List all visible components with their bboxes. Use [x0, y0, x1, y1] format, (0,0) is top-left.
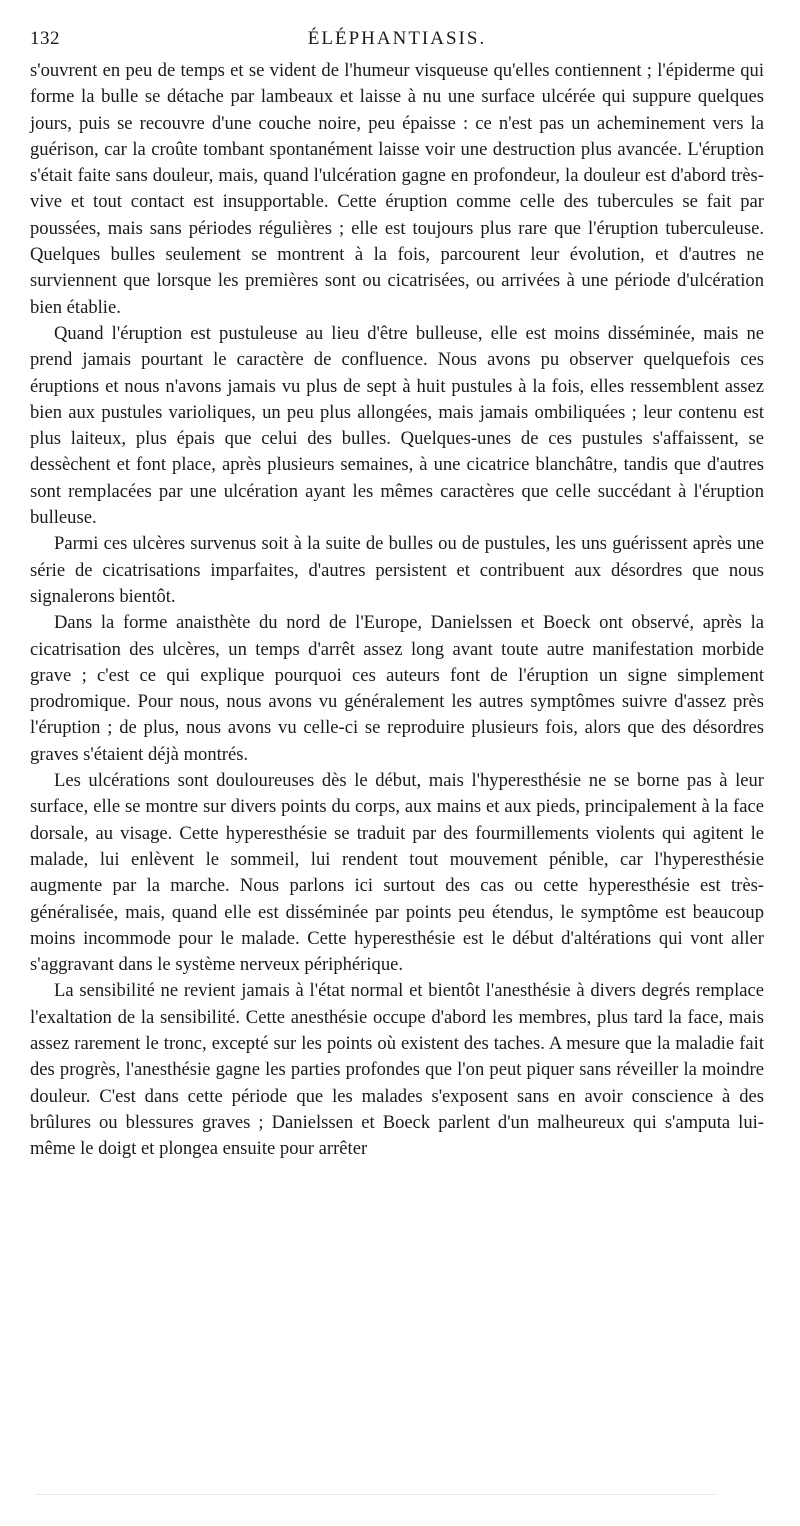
paragraph-hyperesthesia: Les ulcérations sont douloureuses dès le début, mais l'hyperesthésie ne se borne pas à leur surface, elle se montre sur divers points du corps, aux mains et aux pieds, principalement à la face dorsale, au visage. Cette hyperesthésie se traduit par des fourmillements violents qui agitent le malade, lui enlèvent le sommeil, lui rendent tout mouvement pénible, car l'hyperesthésie augmente par la marche. Nous parlons ici surtout des cas ou cette hyperesthésie est très-généralisée, mais, quand elle est disséminée par points peu étendus, le symptôme est beaucoup moins incommode pour le malade. Cette hyperesthésie est le début d'altérations qui vont aller s'aggravant dans le système nerveux périphérique. — [30, 770, 764, 976]
bleed-through-line — [36, 1494, 716, 1498]
paragraph-pustular-eruption: Quand l'éruption est pustuleuse au lieu d'être bulleuse, elle est moins disséminée, mais ne prend jamais pourtant le caractère de confluence. Nous avons pu observer quelquefois ces éruptions et nous n'avons jamais vu plus de sept à huit pustules à la fois, elles ressemblent assez bien aux pustules varioliques, un peu plus allongées, mais jamais ombiliquées ; leur contenu est plus laiteux, plus épais que celui des bulles. Quelques-unes de ces pustules s'affaissent, se dessèchent et font place, après plusieurs semaines, à une cicatrice blanchâtre, tandis que d'autres sont remplacées par une ulcération ayant les mêmes caractères que celle succédant à l'éruption bulleuse. — [30, 322, 764, 529]
page-number: 132 — [30, 28, 60, 49]
running-title: ÉLÉPHANTIASIS. — [307, 28, 487, 49]
paragraph-anaesthetic-form: Dans la forme anaisthète du nord de l'Europe, Danielssen et Boeck ont observé, après la cicatrisation des ulcères, un temps d'arrêt assez long avant toute autre manifestation morbide grave ; c'est ce qui explique pourquoi ces auteurs font de l'éruption un signe simplement prodromique. Pour nous, nous avons vu généralement les autres symptômes suivre d'assez près l'éruption ; de plus, nous avons vu celle-ci se reproduire plusieurs fois, alors que des désordres graves s'étaient déjà montrés. — [30, 612, 764, 765]
body-text — [30, 58, 764, 1162]
book-page — [30, 28, 764, 1162]
paragraph-ulcers: Parmi ces ulcères survenus soit à la suite de bulles ou de pustules, les uns guérissent après une série de cicatrisations imparfaites, d'autres persistent et contribuent aux désordres que nous signalerons bientôt. — [30, 533, 764, 607]
paragraph-anesthesia: La sensibilité ne revient jamais à l'état normal et bientôt l'anesthésie à divers degrés remplace l'exaltation de la sensibilité. Cette anesthésie occupe d'abord les membres, plus tard la face, mais assez rarement le tronc, excepté sur les points où existent des taches. A mesure que la maladie fait des progrès, l'anesthésie gagne les parties profondes que l'on peut piquer sans réveiller la moindre douleur. C'est dans cette période que les malades s'exposent sans en avoir conscience à des brûlures ou blessures graves ; Danielssen et Boeck parlent d'un malheureux qui s'amputa lui-même le doigt et plongea ensuite pour arrêter — [30, 980, 764, 1160]
running-header — [30, 28, 764, 58]
paragraph-continuation: s'ouvrent en peu de temps et se vident de l'humeur visqueuse qu'elles contiennent ; l'épiderme qui forme la bulle se détache par lambeaux et laisse à nu une surface ulcérée qui suppure quelques jours, puis se recouvre d'une couche noire, peu épaisse : ce n'est pas un acheminement vers la guérison, car la croûte tombant spontanément laisse voir une destruction plus avancée. L'éruption s'était faite sans douleur, mais, quand l'ulcération gagne en profondeur, la douleur est d'abord très-vive et tout contact est insupportable. Cette éruption comme celle des tubercules se fait par poussées, mais sans périodes régulières ; elle est toujours plus rare que l'éruption tuberculeuse. Quelques bulles seulement se montrent à la fois, parcourent leur évolution, et d'autres ne surviennent que lorsque les premières sont ou cicatrisées, ou arrivées à une période d'ulcération bien établie. — [30, 60, 764, 318]
